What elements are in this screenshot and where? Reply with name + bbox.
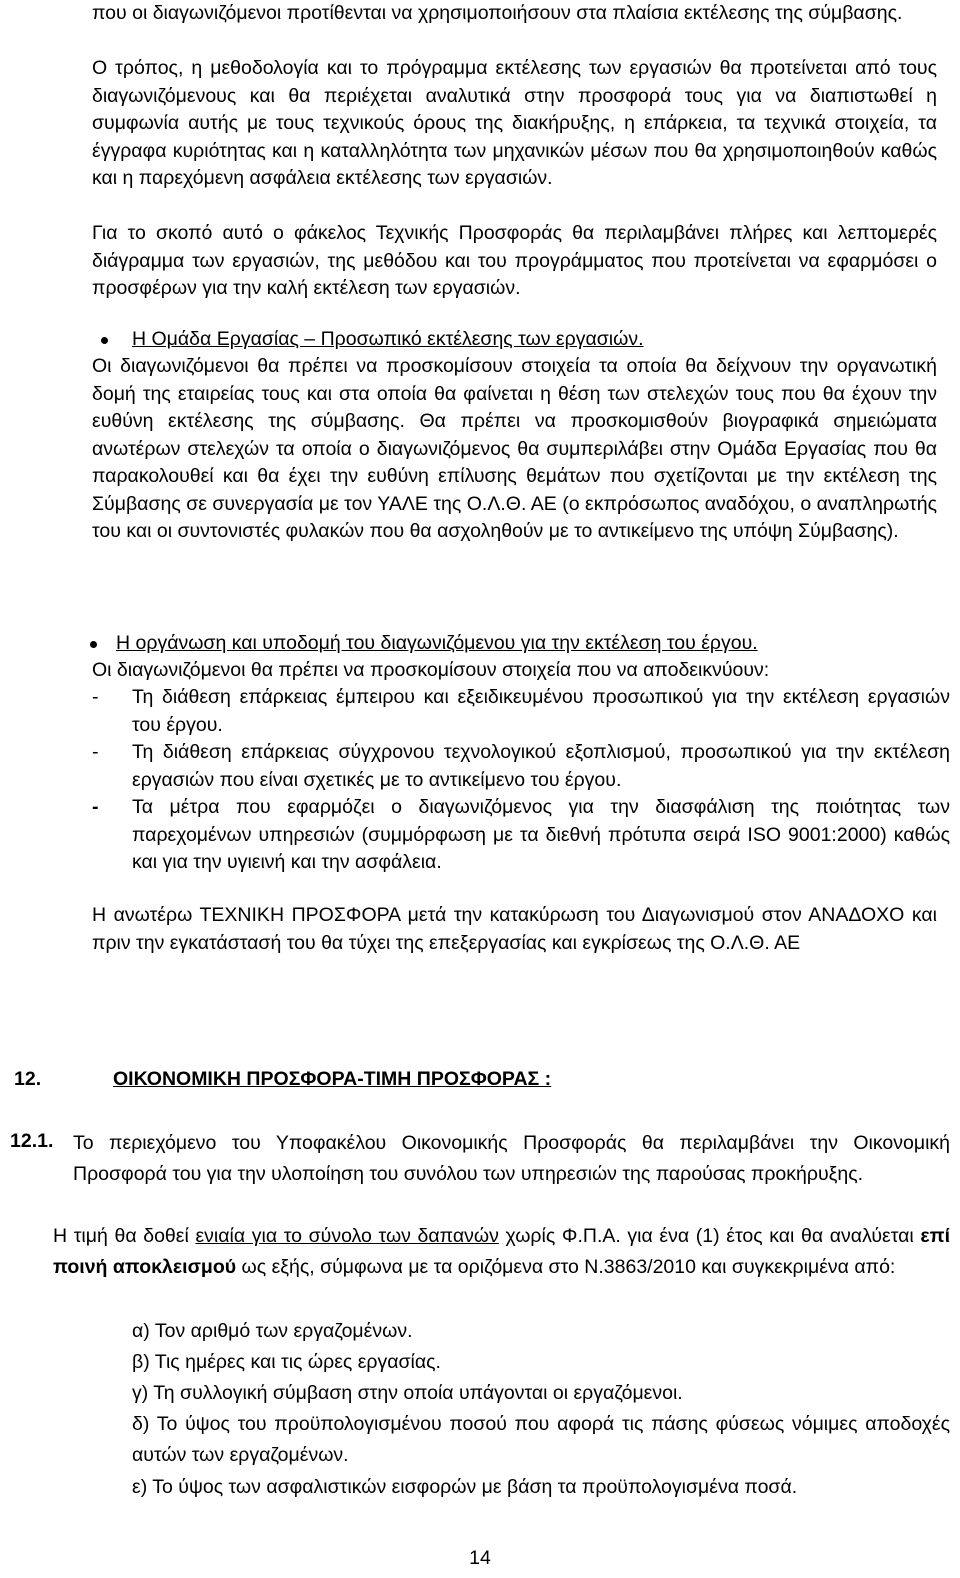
price-text-b: χωρίς Φ.Π.Α. για ένα (1) έτος και θα αναλύεται <box>498 1225 921 1247</box>
breakdown-item: ε) Το ύψος των ασφαλιστικών εισφορών με βάση τα προϋπολογισμένα ποσά. <box>132 1476 798 1498</box>
org-heading: Η οργάνωση και υποδομή του διαγωνιζόμενου για την εκτέλεση του έργου. <box>116 632 758 654</box>
price-text-underlined: ενιαία για το σύνολο των δαπανών <box>195 1225 499 1247</box>
dash-marker: - <box>92 796 99 818</box>
org-item-text: Τη διάθεση επάρκειας σύγχρονου τεχνολογικού εξοπλισμού, προσωπικού για την εκτέλεση εργασιών που είναι σχετικές με το αντικείμενο του έργου. <box>132 741 950 791</box>
methodology-paragraph: Ο τρόπος, η μεθοδολογία και το πρόγραμμα εκτέλεσης των εργασιών θα προτείνεται από τους διαγωνιζόμενους και θα περιέχεται αναλυτικά στην προσφορά τους για να διαπιστωθεί η συμφωνία αυτής με τους τεχνικούς όρους της διακήρυξης, η επάρκεια, τα τεχνικά στοιχεία, τα έγγραφα κυριότητας και η καταλληλότητα των μηχανικών μέσων που θα χρησιμοποιηθούν καθώς και η παρεχόμενη ασφάλεια εκτέλεσης των εργασιών. <box>92 57 937 189</box>
price-text-a: Η τιμή θα δοθεί <box>53 1225 196 1247</box>
bullet-icon <box>101 337 108 344</box>
bullet-icon <box>90 641 97 648</box>
price-paragraph <box>53 1221 950 1283</box>
section-12-number: 12. <box>14 1068 42 1090</box>
team-heading: Η Ομάδα Εργασίας – Προσωπικό εκτέλεσης των εργασιών. <box>132 328 644 350</box>
intro-line: που οι διαγωνιζόμενοι προτίθενται να χρησιμοποιήσουν στα πλαίσια εκτέλεσης της σύμβασης. <box>92 2 903 24</box>
section-12-title: ΟΙΚΟΝΟΜΙΚΗ ΠΡΟΣΦΟΡΑ-ΤΙΜΗ ΠΡΟΣΦΟΡΑΣ : <box>113 1068 552 1090</box>
org-intro: Οι διαγωνιζόμενοι θα πρέπει να προσκομίσουν στοιχεία που να αποδεικνύουν: <box>92 659 770 681</box>
breakdown-item: β) Τις ημέρες και τις ώρες εργασίας. <box>132 1351 441 1373</box>
breakdown-item: α) Τον αριθμό των εργαζομένων. <box>132 1320 413 1342</box>
org-item-text: Τη διάθεση επάρκειας έμπειρου και εξειδικευμένου προσωπικού για την εκτέλεση εργασιών του έργου. <box>132 686 950 736</box>
page-number: 14 <box>469 1547 491 1569</box>
price-text-c: ως εξής, σύμφωνα με τα οριζόμενα στο Ν.3863/2010 και συγκεκριμένα από: <box>236 1256 896 1278</box>
team-paragraph: Οι διαγωνιζόμενοι θα πρέπει να προσκομίσουν στοιχεία τα οποία θα δείχνουν την οργανωτική δομή της εταιρείας τους και στα οποία θα φαίνεται η θέση των στελεχών τους που θα έχουν την ευθύνη εκτέλεσης της σύμβασης. Θα πρέπει να προσκομισθούν βιογραφικά σημειώματα ανωτέρων στελεχών τα οποία ο διαγωνιζόμενος θα συμπεριλάβει στην Ομάδα Εργασίας που θα παρακολουθεί και θα έχει την ευθύνη επίλυσης θεμάτων που σχετίζονται με την εκτέλεση της Σύμβασης σε συνεργασία με τον ΥΑΛΕ της Ο.Λ.Θ. ΑΕ (ο εκπρόσωπος αναδόχου, ο αναπληρωτής του και οι συντονιστές φυλακών που θα ασχοληθούν με το αντικείμενο της υπόψη Σύμβασης). <box>92 355 937 542</box>
dash-marker: - <box>92 686 99 708</box>
dash-marker: - <box>92 741 99 763</box>
technical-offer-closing: Η ανωτέρω ΤΕΧΝΙΚΗ ΠΡΟΣΦΟΡΑ μετά την κατακύρωση του Διαγωνισμού στον ΑΝΑΔΟΧΟ και πριν την εγκατάστασή του θα τύχει της επεξεργασίας και εγκρίσεως της Ο.Λ.Θ. ΑΕ <box>92 904 937 954</box>
technical-offer-paragraph: Για το σκοπό αυτό ο φάκελος Τεχνικής Προσφοράς θα περιλαμβάνει πλήρες και λεπτομερές διάγραμμα των εργασιών, της μεθόδου και του προγράμματος που προτείνεται να εφαρμόσει ο προσφέρων για την καλή εκτέλεση των εργασιών. <box>92 222 937 299</box>
price-text-bold: επί ποινή αποκλεισμού <box>53 1225 950 1278</box>
section-12-1-number: 12.1. <box>10 1130 54 1152</box>
section-12-1-paragraph: Το περιεχόμενο του Υποφακέλου Οικονομικής Προσφοράς θα περιλαμβάνει την Οικονομική Προσφορά του για την υλοποίηση του συνόλου των υπηρεσιών της παρούσας προκήρυξης. <box>73 1132 950 1185</box>
org-item-text: Τα μέτρα που εφαρμόζει ο διαγωνιζόμενος για την διασφάλιση της ποιότητας των παρεχομένων υπηρεσιών (συμμόρφωση με τα διεθνή πρότυπα σειρά ISO 9001:2000) καθώς και για την υγιεινή και την ασφάλεια. <box>132 796 950 873</box>
breakdown-item: γ) Τη συλλογική σύμβαση στην οποία υπάγονται οι εργαζόμενοι. <box>132 1382 683 1404</box>
breakdown-item: δ) Το ύψος του προϋπολογισμένου ποσού που αφορά τις πάσης φύσεως νόμιμες αποδοχές αυτών των εργαζομένων. <box>132 1413 950 1466</box>
